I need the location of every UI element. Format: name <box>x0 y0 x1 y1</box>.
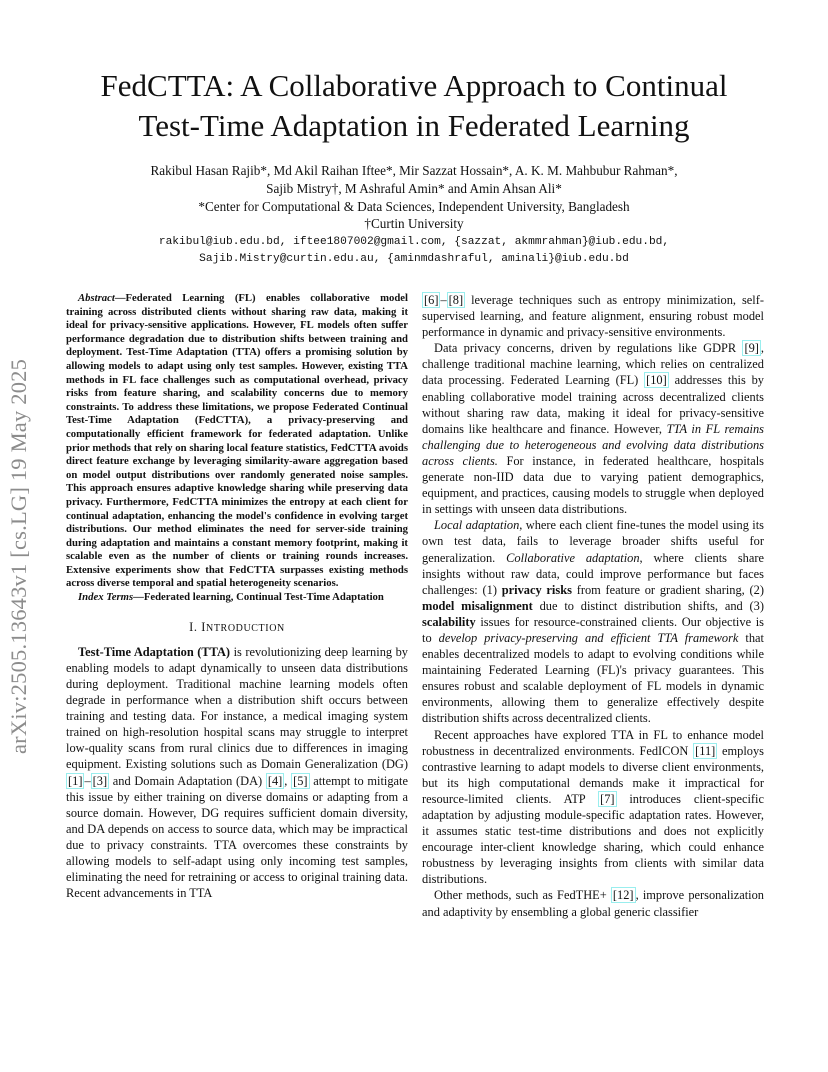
citation-link[interactable]: [11] <box>695 743 716 758</box>
right-text-3f: that enables decentralized models to adapt to evolving conditions while maintaining Federated Learning (FL)'s privacy guarantees. This ensures robust and scalable deployment of FL models in dynamic environments, allowing them to generalize effectively despite distribution shifts across decentralized clients. <box>422 630 764 726</box>
right-text-3d: due to distinct distribution shifts, and (3) <box>532 598 764 613</box>
right-paragraph-3 <box>422 517 764 726</box>
right-text-2a: Data privacy concerns, driven by regulations like GDPR <box>434 341 743 356</box>
arxiv-stamp: arXiv:2505.13643v1 [cs.LG] 19 May 2025 <box>6 358 31 754</box>
right-text-4c: introduces client-specific adaptation by adjusting module-specific adaptation rates. However, it assumes static test-time distributions and does not explicitly encourage inter-client knowledge sharing, which could enhance robustness by leveraging insights from clients with similar data distributions. <box>422 791 764 887</box>
cite-dash: – <box>84 773 91 788</box>
collaborative-adaptation-term: Collaborative adaptation <box>506 550 640 565</box>
objective-italic: develop privacy-preserving and efficient TTA framework <box>438 630 739 645</box>
right-text-3e: issues for resource-constrained clients. Our objective is to <box>422 614 764 645</box>
right-text-2d: For instance, in federated healthcare, hospitals generate non-IID data due to varying patient demographics, equipment, and practices, causing models to struggle when deployed in settings with unseen data distributions. <box>422 453 764 517</box>
citation-link[interactable]: [6] <box>424 293 439 307</box>
right-text-2c: addresses this by enabling collaborative model training across decentralized clients without sharing raw data, making it ideal for privacy-sensitive domains like healthcare and finance. However, <box>422 373 764 436</box>
index-terms <box>66 591 408 605</box>
section-title-initial: I <box>201 619 207 634</box>
intro-paragraph-1 <box>66 644 408 902</box>
authors-line-1: Rakibul Hasan Rajib*, Md Akil Raihan Iftee*, Mir Sazzat Hossain*, A. K. M. Mahbubur Rahman*, <box>150 163 678 178</box>
title-line-2: Test-Time Adaptation in Federated Learning <box>138 108 690 143</box>
affiliation-2: †Curtin University <box>364 216 464 231</box>
local-adaptation-term: Local adaptation <box>434 518 520 533</box>
citation-link[interactable]: [5] <box>293 773 308 788</box>
citation-link[interactable]: [10] <box>646 373 667 388</box>
citation-link[interactable]: [12] <box>612 888 634 903</box>
right-text-5b: , improve personalization and adaptivity by ensembling a global generic classifier <box>422 888 765 919</box>
section-number: I. <box>189 619 198 634</box>
right-text-4a: Recent approaches have explored TTA in FL to enhance model robustness in decentralized environments. FedICON <box>422 727 764 758</box>
cite-comma: , <box>284 773 292 788</box>
paper-title <box>40 66 788 146</box>
abstract-text: —Federated Learning (FL) enables collaborative model training across distributed clients without sharing raw data, making it ideal for privacy-sensitive applications. However, FL models often suffer performance degradation due to distribution shifts between training and deployment. Test-Time Adaptation (TTA) offers a promising solution by allowing models to adapt using only test samples. However, existing TTA methods in FL face challenges such as computational overhead, privacy risks from feature sharing, and scalability concerns due to memory constraints. To address these limitations, we propose Federated Continual Test-Time Adaptation (FedCTTA), a privacy-preserving and computationally efficient framework for federated adaptation. Unlike prior methods that rely on sharing local feature statistics, FedCTTA avoids direct feature exchange by leveraging similarity-aware aggregation based on model output distributions over randomly generated noise samples. This approach ensures adaptive knowledge sharing while preserving data privacy. Furthermore, FedCTTA minimizes the entropy at each client for continual adaptation, enhancing the model's confidence in evolving target distributions. Our method eliminates the need for server-side training during adaptation and maintains a constant memory footprint, making it scalable even as the number of clients or training rounds increases. Extensive experiments show that FedCTTA surpasses existing methods across diverse temporal and spatial heterogeneity scenarios. <box>66 292 408 590</box>
cite-dash: – <box>440 293 447 307</box>
intro-text-a: is revolutionizing deep learning by enabling models to adapt dynamically to unseen data distributions during deployment. Traditional machine learning models often degrade in performance when a distribution shift occurs between training and testing data. For instance, a medical imaging system trained on high-resolution hospital scans may struggle to interpret low-quality scans from rural clinics due to differences in imaging equipment. Existing solutions such as Domain Generalization (DG) <box>66 644 408 772</box>
right-text-3b: , where clients share insights without raw data, could improve performance but faces challenges: (1) <box>422 550 764 597</box>
model-misalignment-term: model misalignment <box>422 598 533 613</box>
citation-link[interactable]: [8] <box>448 293 464 307</box>
index-terms-label: Index Terms <box>78 591 134 604</box>
right-column <box>422 292 764 920</box>
right-text-3a: , where each client fine-tunes the model using its own test data, fails to leverage broader shifts useful for generalization. <box>422 518 764 565</box>
emails-line-2: Sajib.Mistry@curtin.edu.au, {aminmdashraful, aminali}@iub.edu.bd <box>199 253 629 265</box>
abstract <box>66 292 408 591</box>
citation-link[interactable]: [9] <box>744 341 759 356</box>
title-line-1: FedCTTA: A Collaborative Approach to Continual <box>100 68 728 103</box>
citation-link[interactable]: [7] <box>600 791 615 806</box>
emails-line-1: rakibul@iub.edu.bd, iftee1807002@gmail.com, {sazzat, akmmrahman}@iub.edu.bd, <box>158 236 670 248</box>
right-paragraph-1 <box>422 292 764 340</box>
privacy-risks-term: privacy risks <box>501 582 572 597</box>
citation-link[interactable]: [4] <box>267 773 283 788</box>
right-text-3c: from feature or gradient sharing, (2) <box>571 582 764 597</box>
abstract-label: Abstract <box>78 292 115 304</box>
right-paragraph-4 <box>422 727 764 888</box>
index-terms-text: —Federated learning, Continual Test-Time Adaptation <box>133 591 384 604</box>
section-title-rest: NTRODUCTION <box>206 622 285 634</box>
right-text-4b: employs contrastive learning to adapt models to diverse client environments, but its high computational demands make it impractical for resource-limited clients. ATP <box>422 743 764 806</box>
authors-line-2: Sajib Mistry†, M Ashraful Amin* and Amin Ahsan Ali* <box>266 181 562 196</box>
citation-link[interactable]: [1] <box>68 773 83 788</box>
tta-bold-term: Test-Time Adaptation (TTA) <box>78 644 231 659</box>
citation-link[interactable]: [3] <box>92 773 108 788</box>
scalability-term: scalability <box>422 614 476 629</box>
right-text-1: leverage techniques such as entropy minimization, self-supervised learning, and feature alignment, ensuring robust model performance in dynamic and privacy-sensitive environments. <box>422 293 764 340</box>
right-text-2-italic: TTA in FL remains challenging due to heterogeneous and evolving data distributions across clients. <box>422 421 764 468</box>
intro-text-b: and Domain Adaptation (DA) <box>109 773 266 788</box>
right-paragraph-5 <box>422 887 764 919</box>
right-text-2b: , challenge traditional machine learning, which relies on centralized data processing. Federated Learning (FL) <box>422 341 764 388</box>
section-heading <box>66 619 408 637</box>
right-paragraph-2 <box>422 340 764 517</box>
right-text-5a: Other methods, such as FedTHE+ <box>434 888 611 903</box>
affiliation-1: *Center for Computational & Data Sciences, Independent University, Bangladesh <box>198 199 630 214</box>
left-column <box>66 292 408 901</box>
intro-text-c: attempt to mitigate this issue by either training on diverse domains or adapting from a source domain. However, DG requires sufficient domain diversity, and DA depends on access to source data, which may be impractical due to privacy constraints. TTA overcomes these constraints by allowing models to self-adapt using only incoming test samples, eliminating the need for retraining or access to original training data. Recent advancements in TTA <box>66 773 408 901</box>
